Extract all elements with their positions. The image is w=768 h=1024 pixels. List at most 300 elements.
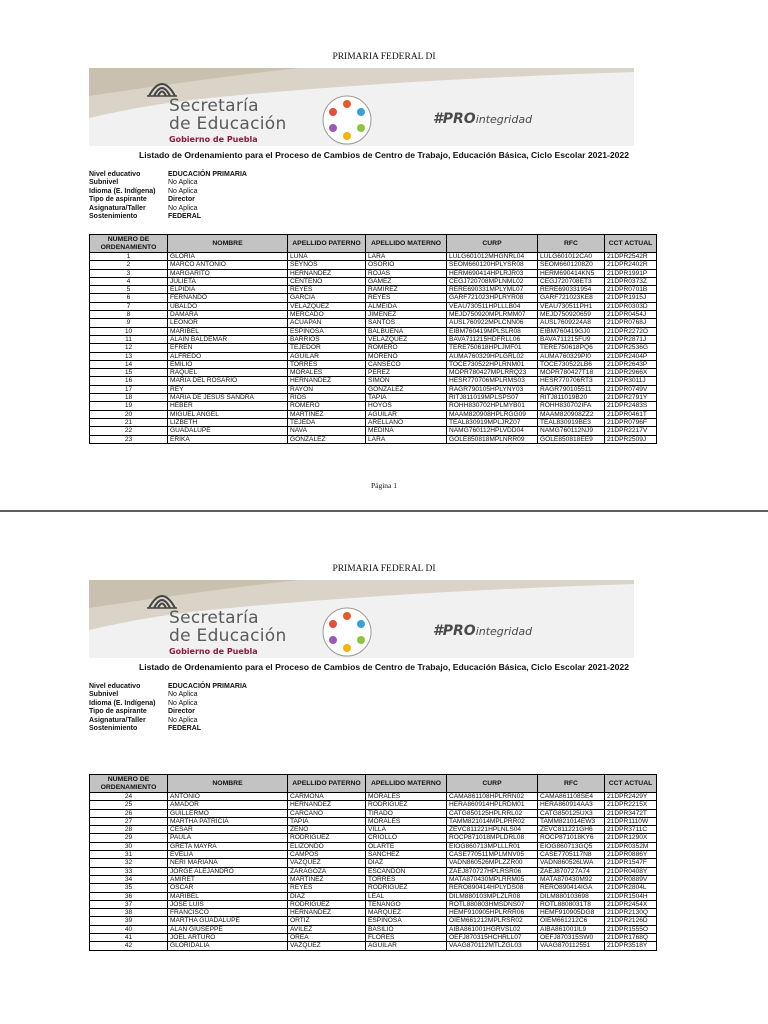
cell-cct: 21DPR2404P xyxy=(605,352,657,360)
cell-rfc: EIBM760419GJ0 xyxy=(538,327,605,335)
meta-key: Asignatura/Taller xyxy=(89,204,146,212)
cell-num: 21 xyxy=(90,418,168,426)
cell-rfc: LULG601012CA0 xyxy=(538,253,605,261)
cell-num: 20 xyxy=(90,410,168,418)
banner-title-line2: de Educación xyxy=(169,114,287,134)
cell-paterno: RODRIGUEZ xyxy=(288,834,366,842)
cell-curp: GOLE850818MPLNRR09 xyxy=(447,435,538,443)
cell-paterno: LUNA xyxy=(288,253,366,261)
cell-rfc: BAVA711215FU9 xyxy=(538,335,605,343)
meta-value: Director xyxy=(168,708,195,716)
cell-materno: REYES xyxy=(366,294,447,302)
cell-paterno: TEJEDA xyxy=(288,418,366,426)
cell-num: 5 xyxy=(90,286,168,294)
cell-nombre: MARIBEL xyxy=(168,892,288,900)
cell-curp: VADN860526MPLZZR00 xyxy=(447,859,538,867)
cell-curp: RAGR790105HPLYNY03 xyxy=(447,385,538,393)
page-header: PRIMARIA FEDERAL DI xyxy=(332,52,436,62)
table-row xyxy=(90,859,657,867)
meta-key: Idioma (E. Indígena) xyxy=(89,699,156,707)
cell-num: 9 xyxy=(90,319,168,327)
cell-paterno: VAZQUEZ xyxy=(288,859,366,867)
cell-cct: 21DPR1547F xyxy=(605,859,657,867)
cell-nombre: JOEL ARTURO xyxy=(168,934,288,942)
cell-rfc: DILM880103698 xyxy=(538,892,605,900)
cell-nombre: REY xyxy=(168,385,288,393)
cell-paterno: RAYON xyxy=(288,385,366,393)
secretaria-banner xyxy=(89,580,634,658)
cell-nombre: OSCAR xyxy=(168,884,288,892)
cell-paterno: HERNANDEZ xyxy=(288,377,366,385)
cell-curp: ZAEJ870727HPLRSR06 xyxy=(447,867,538,875)
cell-curp: EIBM760419MPLSLR08 xyxy=(447,327,538,335)
cell-materno: TORRES xyxy=(366,875,447,883)
cell-curp: CASE770511MPLMNV05 xyxy=(447,851,538,859)
col-header-rfc: RFC xyxy=(538,235,605,253)
col-header-paterno: APELLIDO PATERNO xyxy=(288,235,366,253)
cell-rfc: HEMF910905DG8 xyxy=(538,909,605,917)
table-row xyxy=(90,793,657,801)
integridad-text: integridad xyxy=(475,625,533,638)
cell-num: 30 xyxy=(90,842,168,850)
cell-curp: AIBA861001HGRVSL02 xyxy=(447,925,538,933)
cell-cct: 21DPR2130Q xyxy=(605,909,657,917)
cell-nombre: ERIKA xyxy=(168,435,288,443)
cell-rfc: RERE690331954 xyxy=(538,286,605,294)
cell-nombre: LEONOR xyxy=(168,319,288,327)
cell-num: 33 xyxy=(90,867,168,875)
cell-num: 42 xyxy=(90,942,168,950)
cell-curp: HERM690414HPLRJR03 xyxy=(447,269,538,277)
cell-materno: RODRIGUEZ xyxy=(366,801,447,809)
cell-curp: ROHH830702HPLMYB01 xyxy=(447,402,538,410)
cell-nombre: MARCO ANTONIO xyxy=(168,261,288,269)
cell-materno: RODRIGUEZ xyxy=(366,884,447,892)
cell-num: 14 xyxy=(90,360,168,368)
cell-paterno: TEJEDOR xyxy=(288,344,366,352)
col-header-rfc: RFC xyxy=(538,775,605,793)
table-row xyxy=(90,427,657,435)
secretaria-banner xyxy=(89,68,634,146)
col-header-paterno: APELLIDO PATERNO xyxy=(288,775,366,793)
cell-num: 7 xyxy=(90,302,168,310)
meta-key: Sostenimiento xyxy=(89,725,138,733)
cell-paterno: REYES xyxy=(288,286,366,294)
cell-num: 31 xyxy=(90,851,168,859)
cell-materno: TIRADO xyxy=(366,809,447,817)
cell-rfc: HERA860914AA3 xyxy=(538,801,605,809)
cell-num: 8 xyxy=(90,311,168,319)
cell-paterno: TAPIA xyxy=(288,817,366,825)
table-row xyxy=(90,360,657,368)
cell-rfc: TERE750618PQ6 xyxy=(538,344,605,352)
cell-num: 15 xyxy=(90,369,168,377)
cell-num: 36 xyxy=(90,892,168,900)
cell-materno: MORALES xyxy=(366,793,447,801)
cell-paterno: NAVA xyxy=(288,427,366,435)
table-row xyxy=(90,834,657,842)
pro-text: #PRO xyxy=(433,623,476,639)
cell-curp: EIOG860713MPLLLR01 xyxy=(447,842,538,850)
table-row xyxy=(90,418,657,426)
meta-key: Tipo de aspirante xyxy=(89,708,147,716)
cell-cct: 21DPR0796F xyxy=(605,418,657,426)
cell-num: 2 xyxy=(90,261,168,269)
cell-paterno: MERCADO xyxy=(288,311,366,319)
cell-paterno: CARCAÑO xyxy=(288,809,366,817)
cell-cct: 21DPR2215X xyxy=(605,801,657,809)
cell-curp: BAVA711215HDFRLL06 xyxy=(447,335,538,343)
table-row xyxy=(90,335,657,343)
cell-nombre: AMIRET xyxy=(168,875,288,883)
cell-paterno: AGUILAR xyxy=(288,352,366,360)
cell-materno: SANCHEZ xyxy=(366,851,447,859)
cell-paterno: ZARAGOZA xyxy=(288,867,366,875)
cell-rfc: ROHH830702IFA xyxy=(538,402,605,410)
cell-cct: 21DPR2429Y xyxy=(605,793,657,801)
cell-nombre: ANTONIO xyxy=(168,793,288,801)
table-row xyxy=(90,435,657,443)
cell-paterno: MARTINEZ xyxy=(288,410,366,418)
cell-num: 1 xyxy=(90,253,168,261)
cell-num: 34 xyxy=(90,875,168,883)
cell-paterno: MORALES xyxy=(288,369,366,377)
cell-materno: HOYOS xyxy=(366,402,447,410)
cell-paterno: RODRIGUEZ xyxy=(288,900,366,908)
cell-nombre: JORGE ALEJANDRO xyxy=(168,867,288,875)
cell-num: 40 xyxy=(90,925,168,933)
cell-rfc: VEAU730511PH1 xyxy=(538,302,605,310)
cell-materno: VELAZQUEZ xyxy=(366,335,447,343)
cell-materno: ALMEIDA xyxy=(366,302,447,310)
cell-rfc: MOPR780427T18 xyxy=(538,369,605,377)
cell-materno: CRIOLLO xyxy=(366,834,447,842)
cell-rfc: RERO890414IGA xyxy=(538,884,605,892)
meta-info-table xyxy=(89,683,247,733)
cell-curp: AUMA760329HPLGRL02 xyxy=(447,352,538,360)
arch-logo-icon xyxy=(145,584,179,610)
cell-cct: 21DPR0373Z xyxy=(605,277,657,285)
cell-cct: 21DPR2871J xyxy=(605,335,657,343)
cell-num: 26 xyxy=(90,809,168,817)
cell-nombre: MARIA DE JESUS SANDRA xyxy=(168,394,288,402)
cell-curp: ZEVC811221HPLNLS04 xyxy=(447,826,538,834)
cell-num: 25 xyxy=(90,801,168,809)
cell-cct: 21DPR3472T xyxy=(605,809,657,817)
table-row xyxy=(90,369,657,377)
cell-nombre: CESAR xyxy=(168,826,288,834)
cell-cct: 21DPR0889V xyxy=(605,875,657,883)
cell-paterno: GONZALEZ xyxy=(288,435,366,443)
cell-nombre: MIGUEL ANGEL xyxy=(168,410,288,418)
cell-nombre: ALAN GIUSEPPE xyxy=(168,925,288,933)
cell-nombre: JULIETA xyxy=(168,277,288,285)
meta-key: Sostenimiento xyxy=(89,213,138,221)
table-row xyxy=(90,867,657,875)
cell-curp: TEAL830919MPLJRZ07 xyxy=(447,418,538,426)
cell-materno: OLARTE xyxy=(366,842,447,850)
cell-num: 23 xyxy=(90,435,168,443)
cell-curp: RERO890414HPLYDS08 xyxy=(447,884,538,892)
pro-text: #PRO xyxy=(433,111,476,127)
cell-curp: TAMM821014MPLPRR02 xyxy=(447,817,538,825)
cell-num: 28 xyxy=(90,826,168,834)
meta-value: No Aplica xyxy=(168,187,198,195)
cell-num: 35 xyxy=(90,884,168,892)
cell-cct: 21DPR2542R xyxy=(605,253,657,261)
cell-nombre: GRETA MAYRA xyxy=(168,842,288,850)
cell-cct: 21DPR0408Y xyxy=(605,867,657,875)
cell-cct: 21DPR2536G xyxy=(605,344,657,352)
cell-materno: MARQUEZ xyxy=(366,909,447,917)
meta-key: Nivel educativo xyxy=(89,683,141,690)
cell-paterno: ESPINOSA xyxy=(288,327,366,335)
cell-curp: SEOM660120HPLYSR08 xyxy=(447,261,538,269)
col-header-cct: CCT ACTUAL xyxy=(605,775,657,793)
cell-nombre: DAMARA xyxy=(168,311,288,319)
cell-curp: AUSL760922MPLCNN06 xyxy=(447,319,538,327)
cell-paterno: ROMERO xyxy=(288,402,366,410)
table-row xyxy=(90,302,657,310)
meta-value: FEDERAL xyxy=(168,213,202,221)
table-row xyxy=(90,917,657,925)
cell-nombre: HEBER xyxy=(168,402,288,410)
cell-cct: 21DPR3518Y xyxy=(605,942,657,950)
cell-curp: MEJD750920MPLRMM07 xyxy=(447,311,538,319)
meta-key: Subnivel xyxy=(89,691,119,699)
cell-materno: PEREZ xyxy=(366,369,447,377)
meta-info-table xyxy=(89,171,247,221)
col-header-materno: APELLIDO MATERNO xyxy=(366,775,447,793)
cell-materno: ESCANDON xyxy=(366,867,447,875)
col-header-cct: CCT ACTUAL xyxy=(605,235,657,253)
table-row xyxy=(90,253,657,261)
cell-curp: CAMA861108HPLRRN02 xyxy=(447,793,538,801)
cell-paterno: RIOS xyxy=(288,394,366,402)
cell-paterno: CAMPOS xyxy=(288,851,366,859)
cell-cct: 21DPR2509J xyxy=(605,435,657,443)
cell-curp: MATA870430MPLRRM05 xyxy=(447,875,538,883)
meta-key: Nivel educativo xyxy=(89,171,141,178)
table-row xyxy=(90,344,657,352)
cell-paterno: SEYNOS xyxy=(288,261,366,269)
cell-curp: TERE750618HPLJMF01 xyxy=(447,344,538,352)
cell-curp: MOPR780427MPLRRQ23 xyxy=(447,369,538,377)
cell-materno: LARA xyxy=(366,435,447,443)
cell-nombre: GUILLERMO xyxy=(168,809,288,817)
cell-paterno: GARCIA xyxy=(288,294,366,302)
cell-paterno: REYES xyxy=(288,884,366,892)
cell-materno: ROJAS xyxy=(366,269,447,277)
table-row xyxy=(90,319,657,327)
document-page-2 xyxy=(0,512,768,1024)
table-row xyxy=(90,294,657,302)
cell-rfc: ZAEJ870727A74 xyxy=(538,867,605,875)
cell-materno: SANTOS xyxy=(366,319,447,327)
prointegridad-logo xyxy=(433,108,532,127)
cell-num: 18 xyxy=(90,394,168,402)
table-row xyxy=(90,826,657,834)
cell-num: 24 xyxy=(90,793,168,801)
cell-nombre: EMILIO xyxy=(168,360,288,368)
cell-num: 37 xyxy=(90,900,168,908)
table-row xyxy=(90,402,657,410)
cell-rfc: VAAG870112551 xyxy=(538,942,605,950)
cell-materno: GAMEZ xyxy=(366,277,447,285)
cell-cct: 21DPR1504H xyxy=(605,892,657,900)
cell-num: 38 xyxy=(90,909,168,917)
table-row xyxy=(90,875,657,883)
table-row xyxy=(90,909,657,917)
table-row xyxy=(90,900,657,908)
cell-curp: HESR770706MPLRMS03 xyxy=(447,377,538,385)
cell-num: 27 xyxy=(90,817,168,825)
cell-cct: 21DPR2217V xyxy=(605,427,657,435)
cell-num: 32 xyxy=(90,859,168,867)
cell-materno: CANSECO xyxy=(366,360,447,368)
people-circle-logo-icon xyxy=(321,606,373,658)
cell-materno: ESPINOSA xyxy=(366,917,447,925)
cell-cct: 21DPR0768J xyxy=(605,319,657,327)
cell-cct: 21DPR1110W xyxy=(605,817,657,825)
table-row xyxy=(90,311,657,319)
cell-nombre: PAULA xyxy=(168,834,288,842)
cell-curp: MAAM820908HPLRGG09 xyxy=(447,410,538,418)
cell-paterno: ACUAPAN xyxy=(288,319,366,327)
cell-paterno: ZENO xyxy=(288,826,366,834)
cell-materno: TENANGO xyxy=(366,900,447,908)
cell-cct: 21DPR2272O xyxy=(605,327,657,335)
cell-cct: 21DPR0749V xyxy=(605,385,657,393)
cell-rfc: RAGR790105511 xyxy=(538,385,605,393)
cell-rfc: OIEM661212C6 xyxy=(538,917,605,925)
page-header: PRIMARIA FEDERAL DI xyxy=(332,564,436,574)
table-row xyxy=(90,410,657,418)
cell-nombre: FERNANDO xyxy=(168,294,288,302)
cell-paterno: AVILEZ xyxy=(288,925,366,933)
col-header-nombre: NOMBRE xyxy=(168,235,288,253)
cell-nombre: MARTHA PATRICIA xyxy=(168,817,288,825)
cell-nombre: ELPIDIA xyxy=(168,286,288,294)
cell-num: 22 xyxy=(90,427,168,435)
cell-rfc: TEAL830919BE3 xyxy=(538,418,605,426)
cell-curp: TOCE730522HPLRNM01 xyxy=(447,360,538,368)
document-title: Listado de Ordenamiento para el Proceso de Cambios de Centro de Trabajo, Educación Básica, Ciclo Escolar 2021-2022 xyxy=(138,662,629,672)
integridad-text: integridad xyxy=(475,113,533,126)
cell-paterno: DIAZ xyxy=(288,892,366,900)
cell-rfc: CEGJ720708ET3 xyxy=(538,277,605,285)
cell-materno: DIAZ xyxy=(366,859,447,867)
table-row xyxy=(90,286,657,294)
cell-curp: HEMF910905HPLRRR06 xyxy=(447,909,538,917)
cell-cct: 21DPR1555O xyxy=(605,925,657,933)
meta-key: Subnivel xyxy=(89,179,119,187)
cell-cct: 21DPR3711C xyxy=(605,826,657,834)
cell-cct: 21DPR0701B xyxy=(605,286,657,294)
page-number: Página 1 xyxy=(370,481,398,490)
cell-rfc: SEOM6601208Z0 xyxy=(538,261,605,269)
cell-cct: 21DPR0886Y xyxy=(605,851,657,859)
cell-materno: OSORIO xyxy=(366,261,447,269)
cell-rfc: EIOG860713GQ5 xyxy=(538,842,605,850)
cell-cct: 21DPR0352M xyxy=(605,842,657,850)
meta-key: Idioma (E. Indígena) xyxy=(89,187,156,195)
cell-nombre: GLORIA xyxy=(168,253,288,261)
cell-cct: 21DPR2483S xyxy=(605,402,657,410)
ordering-table xyxy=(89,234,657,444)
cell-rfc: ROCP871018KY6 xyxy=(538,834,605,842)
cell-rfc: CATG850125UX3 xyxy=(538,809,605,817)
cell-num: 13 xyxy=(90,352,168,360)
cell-rfc: GARF721023KE8 xyxy=(538,294,605,302)
cell-materno: TAPIA xyxy=(366,394,447,402)
meta-value: Director xyxy=(168,196,195,204)
cell-cct: 21DPR1915J xyxy=(605,294,657,302)
cell-materno: ARELLANO xyxy=(366,418,447,426)
cell-materno: MEDINA xyxy=(366,427,447,435)
cell-paterno: VELAZQUEZ xyxy=(288,302,366,310)
cell-cct: 21DPR2791Y xyxy=(605,394,657,402)
cell-curp: CEGJ720708MPLNML02 xyxy=(447,277,538,285)
cell-nombre: NERI MARIANA xyxy=(168,859,288,867)
cell-cct: 21DPR1768Q xyxy=(605,934,657,942)
cell-nombre: FRANCISCO xyxy=(168,909,288,917)
cell-curp: OEFJ870315HCHRLL07 xyxy=(447,934,538,942)
cell-materno: BALBUENA xyxy=(366,327,447,335)
cell-rfc: CAMA861108SE4 xyxy=(538,793,605,801)
table-row xyxy=(90,352,657,360)
table-row xyxy=(90,377,657,385)
cell-num: 17 xyxy=(90,385,168,393)
cell-materno: MORALES xyxy=(366,817,447,825)
col-header-curp: CURP xyxy=(447,235,538,253)
cell-paterno: CARMONA xyxy=(288,793,366,801)
cell-nombre: ALFREDO xyxy=(168,352,288,360)
cell-nombre: GLORIDALIA xyxy=(168,942,288,950)
cell-rfc: VADN860526LWA xyxy=(538,859,605,867)
cell-curp: RITJ811019MPLSPS07 xyxy=(447,394,538,402)
cell-materno: RAMIREZ xyxy=(366,286,447,294)
cell-curp: GARF721023HPLRYR08 xyxy=(447,294,538,302)
cell-rfc: CASE7705117N8 xyxy=(538,851,605,859)
col-header-num: NUMERO DE ORDENAMIENTO xyxy=(90,235,168,253)
people-circle-logo-icon xyxy=(321,94,373,146)
col-header-nombre: NOMBRE xyxy=(168,775,288,793)
cell-nombre: LIZBETH xyxy=(168,418,288,426)
cell-curp: VAAG870112MTLZGL03 xyxy=(447,942,538,950)
cell-nombre: MARGARITO xyxy=(168,269,288,277)
table-row xyxy=(90,884,657,892)
cell-paterno: ORTIZ xyxy=(288,917,366,925)
cell-curp: ROTL880803HMSDNS07 xyxy=(447,900,538,908)
cell-materno: LEAL xyxy=(366,892,447,900)
banner-subtitle: Gobierno de Puebla xyxy=(169,647,258,656)
cell-curp: OIEM661212MPLRSR02 xyxy=(447,917,538,925)
col-header-materno: APELLIDO MATERNO xyxy=(366,235,447,253)
meta-value: No Aplica xyxy=(168,179,198,187)
cell-cct: 21DPR2643P xyxy=(605,360,657,368)
cell-paterno: CENTENO xyxy=(288,277,366,285)
prointegridad-logo xyxy=(433,620,532,639)
cell-rfc: HESR770706RT3 xyxy=(538,377,605,385)
cell-curp: ROCP871018MPLDRL08 xyxy=(447,834,538,842)
cell-num: 12 xyxy=(90,344,168,352)
cell-materno: JIMENEZ xyxy=(366,311,447,319)
cell-nombre: EVELIA xyxy=(168,851,288,859)
cell-nombre: MARTHA GUADALUPE xyxy=(168,917,288,925)
table-row xyxy=(90,851,657,859)
cell-rfc: MATA870430M92 xyxy=(538,875,605,883)
